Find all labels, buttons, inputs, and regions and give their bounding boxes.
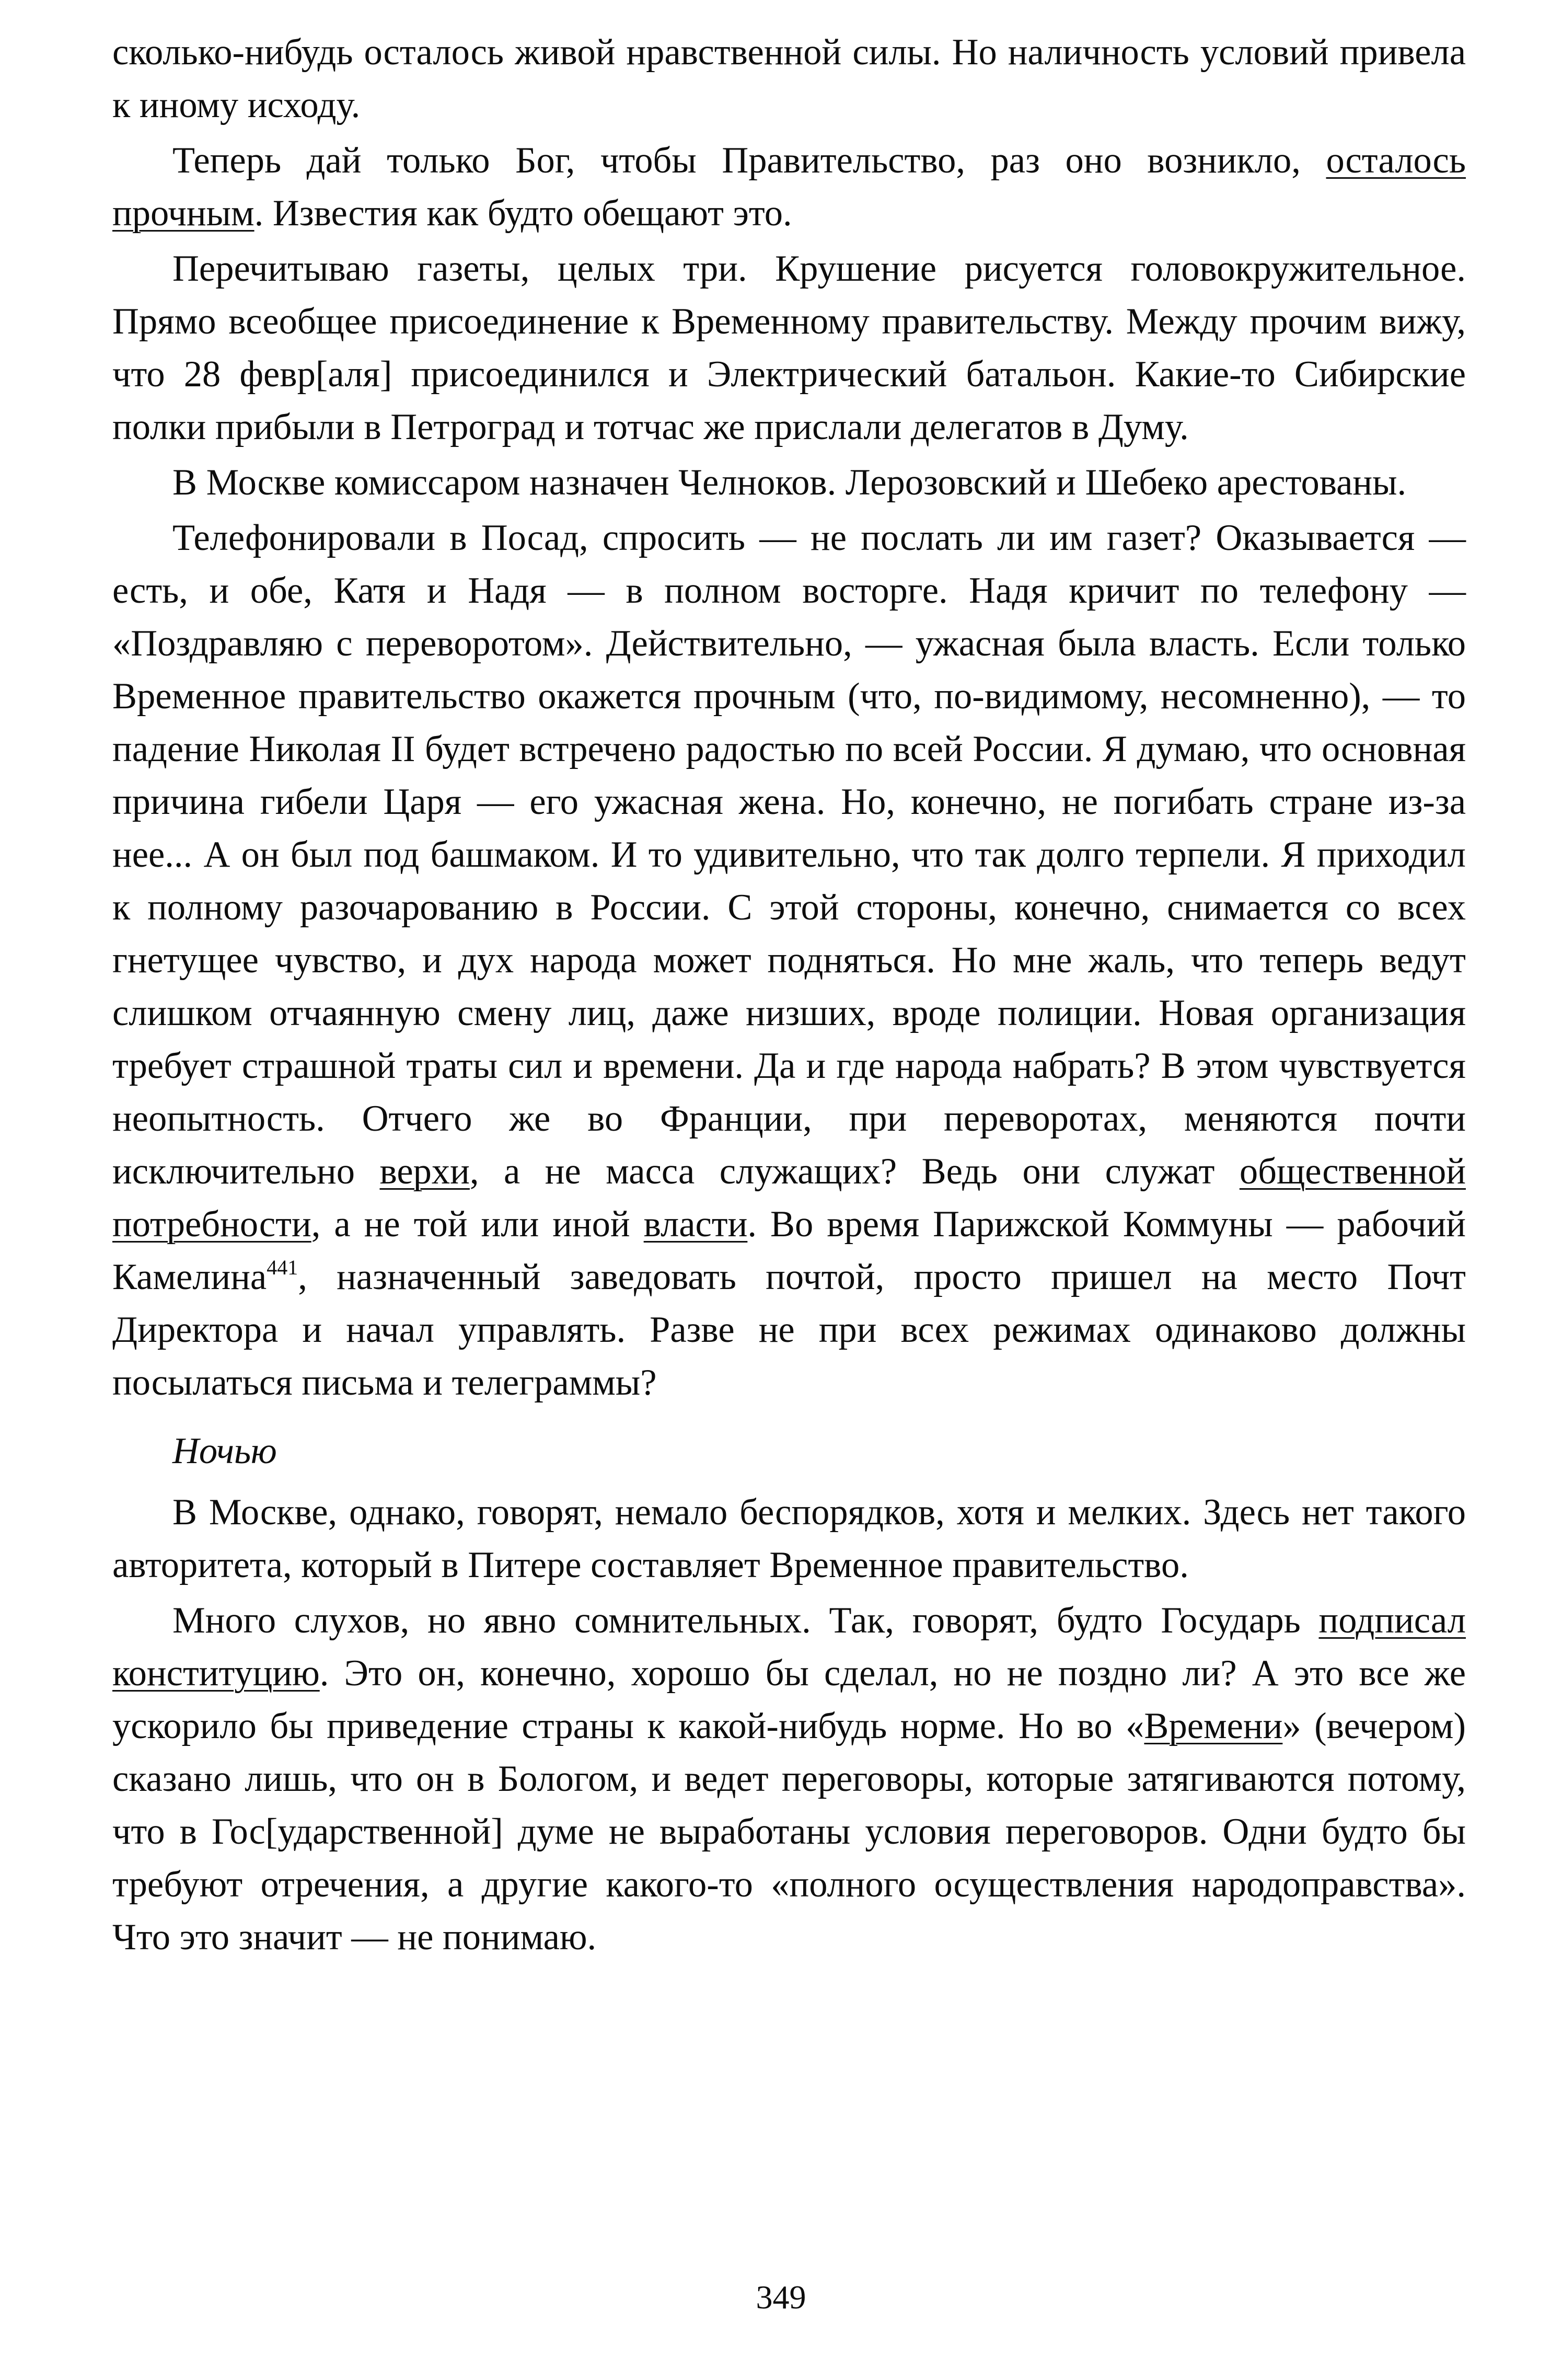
underlined-phrase: подписал конституцию — [112, 1600, 1466, 1694]
underlined-word: власти — [643, 1204, 748, 1245]
paragraph-1: сколько-нибудь осталось живой нравственной силы. Но наличность условий привела к иному исходу. — [112, 32, 1466, 125]
paragraph-3: Перечитываю газеты, целых три. Крушение рисуется головокружительное. Прямо всеобщее присоединение к Временному правительству. Между прочим вижу, что 28 февр[аля] присоединился и Электрический батальон. Какие-то Сибирские полки прибыли в Петроград и тотчас же прислали делегатов в Думу. — [112, 248, 1466, 447]
paragraph-4: В Москве комиссаром назначен Челноков. Лерозовский и Шебеко арестованы. — [172, 462, 1407, 503]
paragraph-6: В Москве, однако, говорят, немало беспорядков, хотя и мелких. Здесь нет такого авторитета, который в Питере составляет Временное правительство. — [112, 1492, 1466, 1585]
underlined-phrase: общественной потребности — [112, 1151, 1466, 1245]
body-text — [112, 26, 1466, 1967]
footnote-marker: 441 — [267, 1256, 298, 1279]
section-heading: Ночью — [172, 1431, 277, 1471]
paragraph-5: Телефонировали в Посад, спросить — не послать ли им газет? Оказывается — есть, и обе, Катя и Надя — в полном восторге. Надя кричит по телефону — «Поздравляю с переворотом». Действительно, — ужасная была власть. Если только Временное правительство окажется прочным (что, по-видимому, несомненно), — то падение Николая II будет встречено радостью по всей России. Я думаю, что основная причина гибели Царя — его ужасная жена. Но, конечно, не погибать стране из-за нее... А он был под башмаком. И то удивительно, что так долго терпели. Я приходил к полному разочарованию в России. С этой стороны, конечно, снимается со всех гнетущее чувство, и дух народа может подняться. Но мне жаль, что теперь ведут слишком отчаянную смену лиц, даже низших, вроде полиции. Новая организация требует страшной траты сил и времени. Да и где народа набрать? В этом чувствуется неопытность. Отчего же во Франции, при переворотах, меняются почти исключительно верхи, а не масса служащих? Ведь они служат общественной потребности, а не той или иной власти. Во время Парижской Коммуны — рабочий Камелина$^{441}$, назначенный заведовать почтой, просто пришел на место Почт Директора и начал управлять. Разве не при всех режимах одинаково должны посылаться письма и телеграммы? — [112, 518, 1466, 1403]
underlined-word: верхи — [379, 1151, 470, 1192]
paragraph-2: Теперь дай только Бог, чтобы Правительство, раз оно возникло, осталось прочным. Известия как будто обещают это. — [112, 140, 1466, 234]
underlined-phrase: осталось прочным — [112, 140, 1466, 234]
underlined-word: Времени — [1144, 1706, 1283, 1746]
paragraph-7: Много слухов, но явно сомнительных. Так, говорят, будто Государь подписал конституцию. Это он, конечно, хорошо бы сделал, но не поздно ли? А это все же ускорило бы приведение страны к какой-нибудь норме. Но во «Времени» (вечером) сказано лишь, что он в Бологом, и ведет переговоры, которые затягиваются потому, что в Гос[ударственной] думе не выработаны условия переговоров. Одни будто бы требуют отречения, а другие какого-то «полного осуществления народоправства». Что это значит — не понимаю. — [112, 1600, 1466, 1958]
page-number: 349 — [756, 2279, 806, 2316]
